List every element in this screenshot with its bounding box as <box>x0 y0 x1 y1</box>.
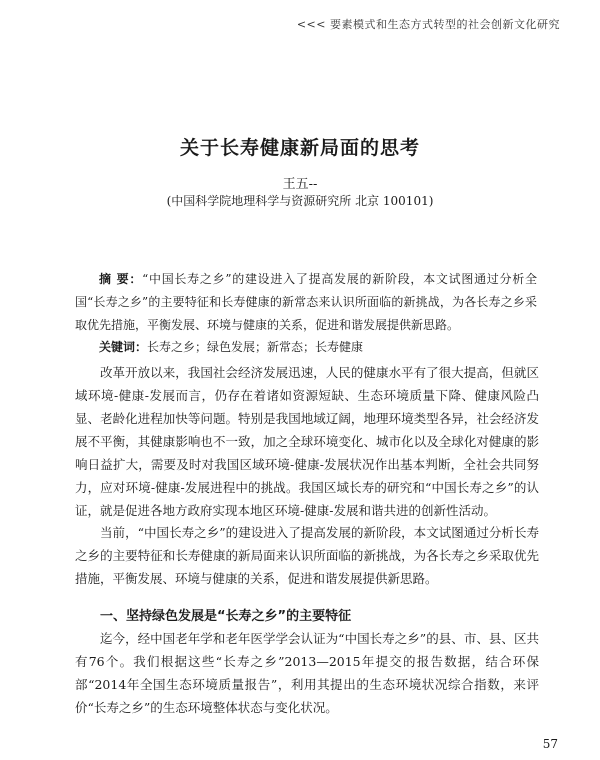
running-header: <<< 要素模式和生态方式转型的社会创新文化研究 <box>296 18 560 31</box>
body-paragraph-2: 当前，“中国长寿之乡”的建设进入了提高发展的新阶段，本文试图通过分析长寿之乡的主要特征和长寿健康的新局面来认识所面临的新挑战，为各长寿之乡采取优先措施，平衡发展、环境与健康的关系，促进和谐发展提供新思路。 <box>75 525 539 586</box>
abstract <box>75 268 537 337</box>
abstract-label: 摘 要： <box>99 272 143 286</box>
page-number: 57 <box>542 737 558 751</box>
keywords-label: 关键词： <box>99 340 148 354</box>
section-heading: 一、坚持绿色发展是“长寿之乡”的主要特征 <box>100 609 352 624</box>
author-name: 王五-- <box>282 177 318 192</box>
author-affiliation: (中国科学院地理科学与资源研究所 北京 100101) <box>166 194 434 208</box>
abstract-text: “中国长寿之乡”的建设进入了提高发展的新阶段，本文试图通过分析全国“长寿之乡”的主要特征和长寿健康的新常态来认识所面临的新挑战，为各长寿之乡采取优先措施，平衡发展、环境与健康的关系，促进和谐发展提供新思路。 <box>75 272 537 332</box>
body-paragraph-1: 改革开放以来，我国社会经济发展迅速，人民的健康水平有了很大提高，但就区域环境-健康-发展而言，仍存在着诸如资源短缺、生态环境质量下降、健康风险凸显、老龄化进程加快等问题。特别是我国地域辽阔，地理环境类型各异，社会经济发展不平衡，其健康影响也不一致，加之全球环境变化、城市化以及全球化对健康的影响日益扩大，需要及时对我国区域环境-健康-发展状况作出基本判断，全社会共同努力，应对环境-健康-发展进程中的挑战。我国区域长寿的研究和“中国长寿之乡”的认证，就是促进各地方政府实现本地区环境-健康-发展和谐共进的创新性活动。 <box>75 365 539 518</box>
keywords <box>99 337 539 357</box>
paper-title: 关于长寿健康新局面的思考 <box>179 137 420 159</box>
keywords-text: 长寿之乡；绿色发展；新常态；长寿健康 <box>147 340 364 354</box>
body-paragraph-3: 迄今，经中国老年学和老年医学学会认证为“中国长寿之乡”的县、市、县、区共有76个。我们根据这些“长寿之乡”2013—2015年提交的报告数据，结合环保部“2014年全国生态环境质量报告”，利用其提出的生态环境状况综合指数，来评价“长寿之乡”的生态环境整体状态与变化状况。 <box>75 631 539 715</box>
